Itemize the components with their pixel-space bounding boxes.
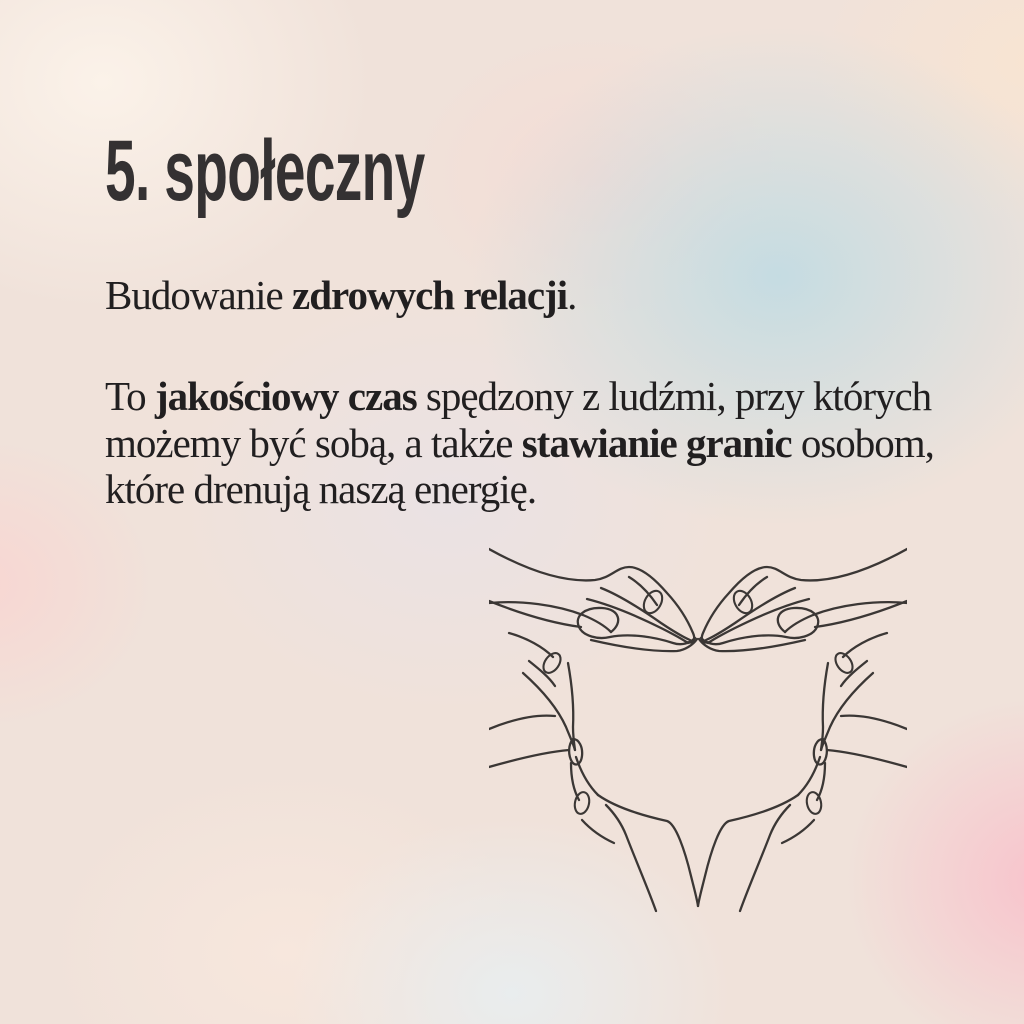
slide-title: 5. społeczny: [105, 123, 425, 219]
body-paragraph: To jakościowy czas spędzony z ludźmi, przy których możemy być sobą, a także stawianie granic osobom, które drenują naszą energię.: [105, 373, 934, 512]
left-hands-group: [489, 549, 698, 911]
right-hands-group: [698, 549, 907, 911]
hands-heart-illustration: [489, 543, 907, 935]
intro-line: Budowanie zdrowych relacji.: [105, 272, 577, 318]
